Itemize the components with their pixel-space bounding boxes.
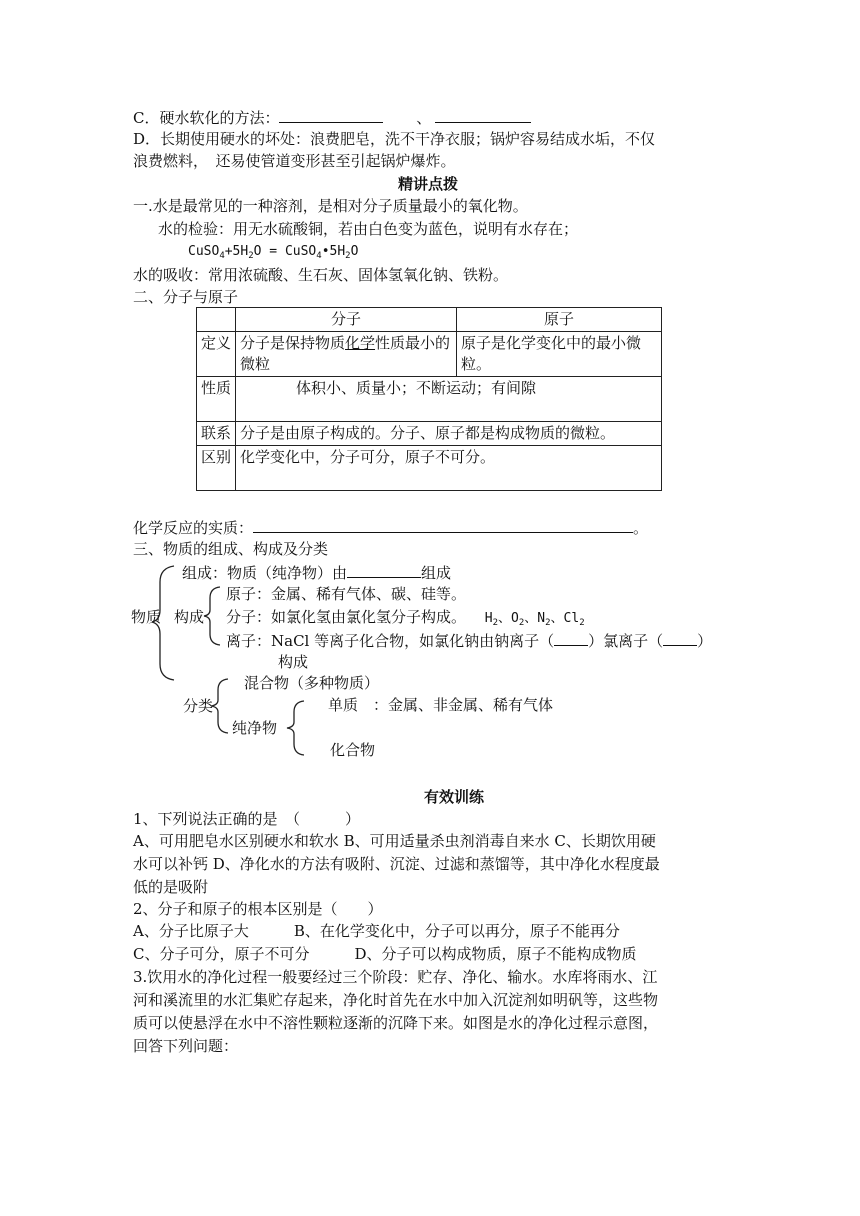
row-label-definition: 定义 [197,332,236,377]
table-row [197,446,662,491]
q2-options-line-1: A、分子比原子大 B、在化学变化中，分子可以再分，原子不能再分 [133,922,620,940]
table-row [197,332,662,377]
formula-sub: 2 [579,618,585,628]
hard-water-softening-line [133,106,531,129]
answer-blank-1[interactable] [279,106,383,123]
pure-substance-label: 纯净物 [232,719,278,737]
underlined-text: 化学 [345,334,376,352]
q2-options-line-2: C、分子可分，原子不可分 D、分子可以构成物质，原子不能构成物质 [133,945,637,963]
reaction-essence-line [133,516,648,539]
answer-blank-4[interactable] [347,561,421,578]
q1-options-line-3: 低的是吸附 [133,878,209,896]
atom-definition: 原子是化学变化中的最小微粒。 [457,332,662,377]
mixture-line: 混合物（多种物质） [244,674,380,692]
construction-label: 构成 [174,608,205,626]
formula-sub: 2 [518,618,525,628]
d-line-2: 浪费燃料， 还易使管道变形甚至引起锅炉爆炸。 [133,152,456,170]
ion-text: ）氯离子（ [588,632,664,650]
reaction-essence-label: 化学反应的实质： [133,519,254,537]
eq-part: +5H [224,244,249,259]
composition-text: 组成：物质（纯净物）由 [182,564,348,582]
period: 。 [633,519,649,537]
answer-blank-5[interactable] [554,629,588,646]
formula-part: H [484,611,493,626]
molecule-atom-heading: 二、分子与原子 [133,288,239,306]
property-cell: 体积小、质量小；不断运动；有间隙 [236,377,662,422]
table-row [197,422,662,446]
table-row [197,377,662,422]
separator: 、 [416,109,432,127]
small-brace-icon [198,584,228,648]
c-label: C．硬水软化的方法： [133,109,280,127]
section-three-title: 三、物质的组成、构成及分类 [133,540,329,558]
eq-sub: 2 [248,251,254,261]
formula-part: 、Cl [550,611,580,626]
pure-brace-icon [282,698,310,758]
eq-part: CuSO [188,244,220,259]
answer-blank-6[interactable] [663,629,697,646]
eq-sub: 4 [316,251,322,261]
q1-options-line-2: 水可以补钙 D、净化水的方法有吸附、沉淀、过滤和蒸馏等，其中净化水程度最 [133,855,660,873]
question-2: 2、分子和原子的根本区别是（ ） [133,900,383,918]
text-part: 分子是保持物质 [240,334,346,352]
composition-line [182,561,451,584]
formula-part: 、N [524,611,546,626]
text-part: 性质最小的微粒 [240,334,451,373]
water-absorption-line: 水的吸收：常用浓硫酸、生石灰、固体氢氧化钠、铁粉。 [133,266,509,284]
eq-part: O = CuSO [253,244,317,259]
q1-options-line-1: A、可用肥皂水区别硬水和软水 B、可用适量杀虫剂消毒自来水 C、长期饮用硬 [133,832,656,850]
question-3-line-4: 回答下列问题： [133,1037,239,1055]
section-title-training: 有效训练 [424,788,485,806]
header-molecule: 分子 [236,308,457,332]
question-3-line-3: 质可以使悬浮在水中不溶性颗粒逐渐的沉降下来。如图是水的净化过程示意图， [133,1014,659,1032]
molecule-text: 分子：如氯化氢由氯化氢分子构成。 [226,608,467,626]
atom-line: 原子：金属、稀有气体、碳、硅等。 [226,585,467,603]
question-3-line-2: 河和溪流里的水汇集贮存起来，净化时首先在水中加入沉淀剂如明矾等，这些物 [133,991,659,1009]
eq-part: O [350,244,359,259]
question-3-line-1: 3.饮用水的净化过程一般要经过三个阶段：贮存、净化、输水。水库将雨水、江 [133,968,658,986]
table-header-row [197,308,662,332]
row-label-relation: 联系 [197,422,236,446]
section-title-jingjiang: 精讲点拨 [398,175,459,193]
difference-cell: 化学变化中，分子可分，原子不可分。 [236,446,662,491]
substance-label: 物质 [131,608,162,626]
classification-label: 分类 [183,697,214,715]
molecule-definition [236,332,457,377]
ion-text: 离子：NaCl 等离子化合物，如氯化钠由钠离子（ [226,632,555,650]
ion-construct: 构成 [278,653,309,671]
gas-formulas [485,611,585,626]
ion-line [226,629,712,652]
molecule-atom-table [196,307,662,491]
element-line: 单质 ：金属、非金属、稀有气体 [328,696,554,714]
formula-sub: 2 [545,618,551,628]
compound-line: 化合物 [330,741,376,759]
formula-part: 、O [498,611,519,626]
ion-text: ） [697,632,713,650]
water-solvent-line: 一.水是最常见的一种溶剂，是相对分子质量最小的氧化物。 [133,197,528,215]
header-atom: 原子 [457,308,662,332]
question-1: 1、下列说法正确的是 （ ） [133,810,361,828]
d-line-1: D．长期使用硬水的坏处：浪费肥皂，洗不干净衣服；锅炉容易结成水垢，不仅 [133,130,656,148]
answer-blank-3[interactable] [253,516,633,533]
classification-brace-icon [206,676,234,736]
eq-part: •5H [321,244,346,259]
relation-cell: 分子是由原子构成的。分子、原子都是构成物质的微粒。 [236,422,662,446]
row-label-property: 性质 [197,377,236,422]
formula-sub: 2 [492,618,499,628]
answer-blank-2[interactable] [435,106,531,123]
eq-sub: 4 [219,251,225,261]
composition-tail: 组成 [421,564,452,582]
row-label-difference: 区别 [197,446,236,491]
table-corner [197,308,236,332]
water-test-line: 水的检验：用无水硫酸铜，若由白色变为蓝色，说明有水存在； [158,220,579,238]
eq-sub: 2 [345,251,351,261]
